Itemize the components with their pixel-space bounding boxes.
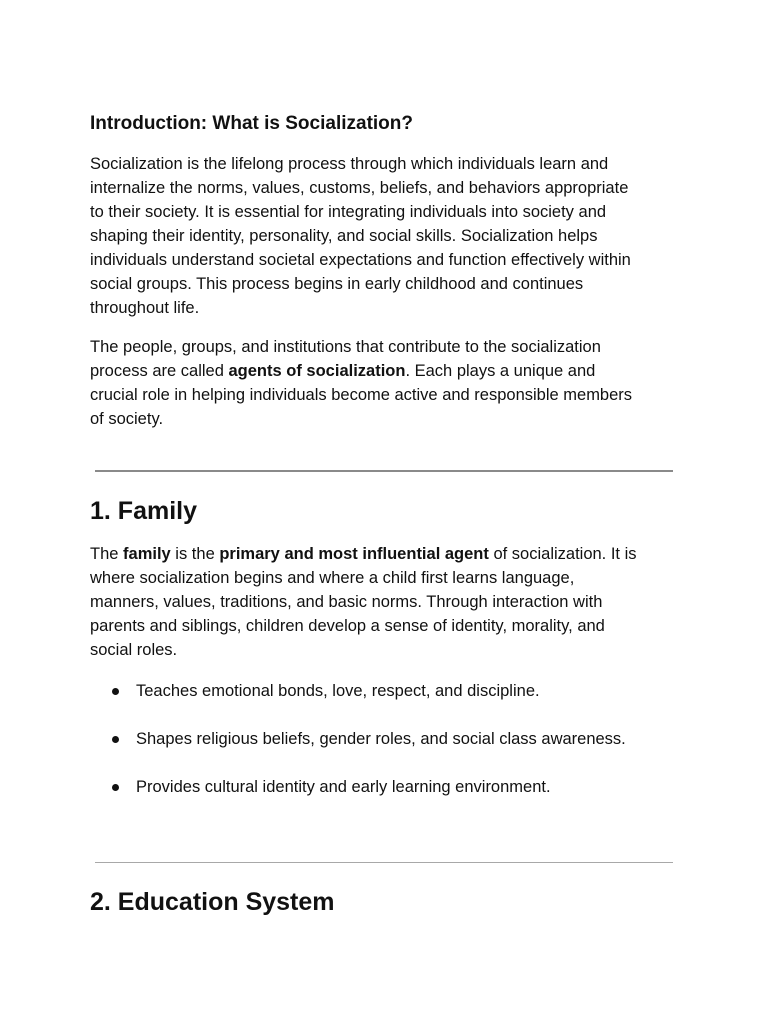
text-line: to their society. It is essential for integrating individuals into society and — [90, 203, 607, 221]
bold-term-agents-of-socialization: agents of socialization — [228, 362, 406, 380]
text-run: of socialization. It is — [488, 545, 637, 563]
section-divider — [95, 862, 673, 863]
education-heading: 2. Education System — [90, 888, 335, 916]
bold-term-primary-agent: primary and most influential agent — [219, 545, 489, 563]
intro-paragraph-1 — [90, 152, 678, 320]
text-line: Socialization is the lifelong process through which individuals learn and — [90, 155, 609, 173]
bold-term-family: family — [123, 545, 171, 563]
text-run: . Each plays a unique and — [405, 362, 596, 380]
list-item-text: Shapes religious beliefs, gender roles, and social class awareness. — [136, 730, 626, 748]
text-line: where socialization begins and where a child first learns language, — [90, 569, 575, 587]
text-run: process are called — [90, 362, 229, 380]
text-line: individuals understand societal expectations and function effectively within — [90, 251, 631, 269]
section-divider — [95, 470, 673, 472]
text-line: social roles. — [90, 641, 178, 659]
bullet-dot-icon — [112, 688, 119, 695]
bullet-dot-icon — [112, 736, 119, 743]
bullet-dot-icon — [112, 784, 119, 791]
list-item-text: Teaches emotional bonds, love, respect, and discipline. — [136, 682, 540, 700]
text-line: internalize the norms, values, customs, beliefs, and behaviors appropriate — [90, 179, 629, 197]
list-item-text: Provides cultural identity and early learning environment. — [136, 778, 551, 796]
text-line — [90, 359, 678, 383]
family-paragraph — [90, 542, 678, 662]
intro-paragraph-2 — [90, 335, 678, 431]
text-line: shaping their identity, personality, and social skills. Socialization helps — [90, 227, 598, 245]
text-line: crucial role in helping individuals become active and responsible members — [90, 386, 633, 404]
text-line: The people, groups, and institutions that contribute to the socialization — [90, 338, 601, 356]
text-line: parents and siblings, children develop a sense of identity, morality, and — [90, 617, 605, 635]
text-run: is the — [170, 545, 220, 563]
text-line: manners, values, traditions, and basic norms. Through interaction with — [90, 593, 603, 611]
intro-heading: Introduction: What is Socialization? — [90, 113, 413, 134]
family-heading: 1. Family — [90, 497, 197, 525]
text-run: The — [90, 545, 124, 563]
text-line: social groups. This process begins in early childhood and continues — [90, 275, 584, 293]
text-line — [90, 542, 678, 566]
text-line: of society. — [90, 410, 164, 428]
text-line: throughout life. — [90, 299, 200, 317]
